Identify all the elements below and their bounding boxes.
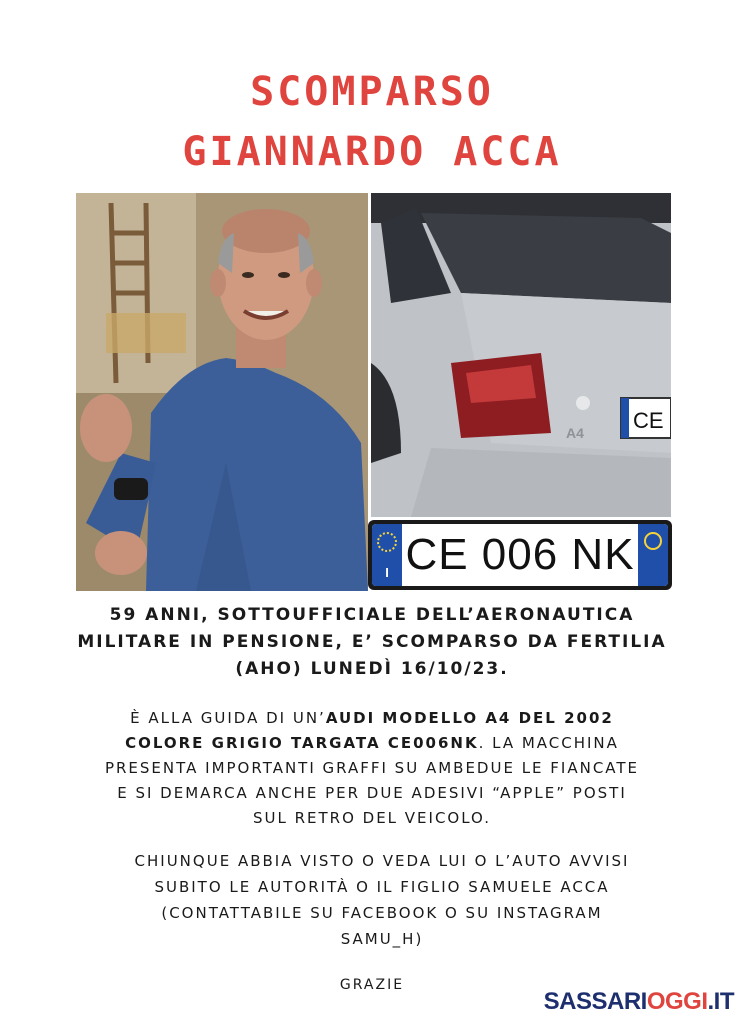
contact-line: CHIUNQUE ABBIA VISTO O VEDA LUI O L’AUTO AVVISI xyxy=(134,852,630,870)
brand-part: SASSARI xyxy=(543,988,647,1015)
vehicle-model: AUDI MODELLO A4 DEL 2002 xyxy=(325,709,614,727)
vehicle-paragraph xyxy=(40,706,704,831)
contact-paragraph xyxy=(50,848,714,952)
description-line: MILITARE IN PENSIONE, E’ SCOMPARSO DA FERTILIA xyxy=(77,632,667,652)
missing-person-photo xyxy=(76,193,368,591)
description-line: 59 ANNI, SOTTOUFFICIALE DELL’AERONAUTICA xyxy=(109,605,635,625)
vehicle-text: È ALLA GUIDA DI UN’ xyxy=(130,709,326,727)
vehicle-text: . LA MACCHINA xyxy=(478,734,619,752)
vehicle-line: SUL RETRO DEL VEICOLO. xyxy=(252,809,492,827)
contact-line: SAMU_H) xyxy=(340,930,424,948)
contact-line: SUBITO LE AUTORITÀ O IL FIGLIO SAMUELE ACCA xyxy=(154,878,610,896)
vehicle-line: PRESENTA IMPORTANTI GRAFFI SU AMBEDUE LE FIANCATE xyxy=(104,759,640,777)
plate-country-code: I xyxy=(385,565,389,580)
license-plate xyxy=(368,520,672,590)
plate-ring-icon xyxy=(644,532,662,550)
license-plate-number: CE 006 NK xyxy=(405,530,635,579)
headline-missing: SCOMPARSO xyxy=(250,69,494,115)
description-line: (AHO) LUNEDÌ 16/10/23. xyxy=(235,659,509,679)
headline-name: GIANNARDO ACCA xyxy=(182,129,562,175)
contact-line: (CONTATTABILE SU FACEBOOK O SU INSTAGRAM xyxy=(161,904,603,922)
svg-text:A4: A4 xyxy=(566,425,584,441)
person-illustration xyxy=(76,193,368,591)
description-paragraph xyxy=(40,602,704,683)
vehicle-line: E SI DEMARCA ANCHE PER DUE ADESIVI “APPLE” POSTI xyxy=(117,784,627,802)
plate-right-band xyxy=(638,524,668,586)
car-photo xyxy=(371,193,671,517)
car-plate-text: CE xyxy=(633,408,664,433)
eu-stars-icon xyxy=(377,532,397,552)
vehicle-color-plate: COLORE GRIGIO TARGATA CE006NK xyxy=(125,734,479,752)
car-illustration xyxy=(371,193,671,517)
brand-part: .IT xyxy=(707,988,734,1015)
eu-band xyxy=(372,524,402,586)
vehicle-line xyxy=(40,731,704,756)
vehicle-line xyxy=(40,706,704,731)
brand-part: OGGI xyxy=(646,988,708,1015)
closing-text: GRAZIE xyxy=(339,977,405,993)
sassarioggi-logo[interactable] xyxy=(544,988,734,1016)
